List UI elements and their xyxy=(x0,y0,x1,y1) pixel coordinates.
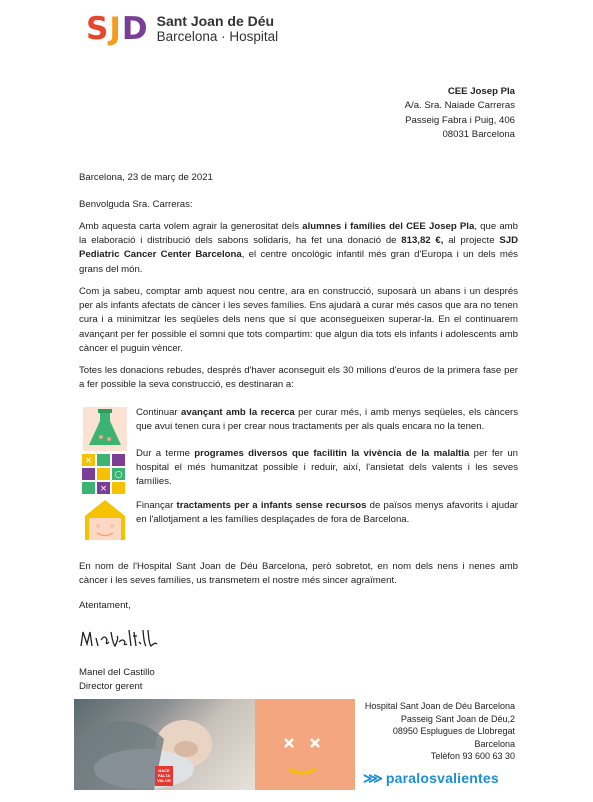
logo xyxy=(86,12,278,46)
logo-subtitle: Barcelona · Hospital xyxy=(156,29,279,44)
p1-text-3: al projecte xyxy=(443,235,500,247)
paragraph-3: Totes les donacions rebudes, després d'haver aconseguit els 30 milions d'euros de la primera fase per a fer possible la seva construcció, es destinaran a: xyxy=(79,365,518,391)
svg-text:×: × xyxy=(109,522,115,530)
hospital-city: Barcelona xyxy=(474,738,515,749)
face-icon xyxy=(255,699,355,790)
list-item xyxy=(136,499,518,527)
letter-greeting: Benvolguda Sra. Carreras: xyxy=(79,199,193,210)
item-1-text: Continuar xyxy=(136,407,182,418)
recipient-city: 08031 Barcelona xyxy=(442,129,515,141)
svg-text:×: × xyxy=(95,522,101,530)
recipient-attention: A/a. Sra. Naiade Carreras xyxy=(404,100,515,112)
recipient-street: Passeig Fabra i Puig, 406 xyxy=(405,114,515,126)
p1-text-4: , el centre oncològic infantil més gran d'Europa i un dels més grans del món. xyxy=(79,249,518,275)
item-3-text: Finançar xyxy=(136,500,177,511)
paragraph-4: En nom de l'Hospital Sant Joan de Déu Barcelona, però sobretot, en nom dels nens i nenes amb càncer i les seves famílies, us transmetem el nostre més sincer agraïment. xyxy=(79,561,518,587)
svg-text:×: × xyxy=(84,456,93,466)
p1-bold-amount: 813,82 €, xyxy=(401,235,444,247)
closing: Atentament, xyxy=(79,600,131,611)
item-2-text: Dur a terme xyxy=(136,448,195,459)
paragraph-2: Com ja sabeu, comptar amb aquest nou centre, ara en construcció, suposarà un abans i un després per als infants afectats de càncer i les seves famílies. Ens ajudarà a curar més casos que ara no tenen cura i a minimitzar les seqüeles dels nens que sí que aconsegueixen superar-la. En el continuarem avançant per fer possible el somni que tots compartim: que algun dia tots els infants i adolescents amb càncer el puguin vèncer. xyxy=(79,286,518,354)
logo-mark: SJD xyxy=(86,11,149,47)
hospital-address xyxy=(365,700,515,763)
tic-tac-toe-icon xyxy=(81,453,127,495)
hospital-street: Passeig Sant Joan de Déu,2 xyxy=(400,713,515,724)
p1-bold-1: alumnes i famílies del CEE Josep Pla xyxy=(302,221,475,232)
list-item xyxy=(136,447,518,490)
list-item xyxy=(136,406,518,434)
brand-paralosvalientes xyxy=(363,771,499,785)
arrows-icon: ⋙ xyxy=(363,770,383,786)
hospital-name: Hospital Sant Joan de Déu Barcelona xyxy=(364,701,515,711)
item-3-text-2: de països menys afavorits i ajudar en l'allotjament a les famílies desplaçades de fora de Barcelona. xyxy=(136,500,518,526)
p1-bold-project: SJD Pediatric Cancer Center Barcelona xyxy=(79,235,518,261)
svg-text:○: ○ xyxy=(114,470,123,480)
recipient-address xyxy=(405,85,515,143)
logo-text xyxy=(157,14,279,44)
item-2-bold: programes diversos que facilitin la vivència de la malaltia xyxy=(194,448,470,459)
item-1-text-2: per curar més, i amb menys seqüeles, els càncers que avui tenen cura i per crear nous tractaments per als quals encara no la tenen. xyxy=(136,407,519,433)
recipient-name: CEE Josep Pla xyxy=(447,86,515,97)
hospital-postcode: 08950 Esplugues de Llobregat xyxy=(392,726,515,736)
item-1-bold: avançant amb la recerca xyxy=(181,407,295,418)
item-2-text-2: per fer un hospital el més humanitzat possible i reduir, així, l'ansietat dels valents i les seves famílies. xyxy=(136,448,518,488)
letter-date: Barcelona, 23 de març de 2021 xyxy=(79,172,213,183)
hospital-phone: Telèfon 93 600 63 30 xyxy=(430,751,515,761)
signer-name: Manel del Castillo xyxy=(79,667,155,678)
signature xyxy=(79,624,161,652)
paragraph-1 xyxy=(79,220,518,277)
house-face-icon xyxy=(83,498,127,542)
p1-text-1: Amb aquesta carta volem agrair la generositat dels xyxy=(79,221,303,232)
brand-text: paralosvalientes xyxy=(385,770,499,786)
svg-text:×: × xyxy=(99,484,108,494)
flask-icon xyxy=(81,405,129,453)
badge-hace-falta-valor: HACE FALTA VALOR xyxy=(155,766,173,786)
item-3-bold: tractaments per a infants sense recursos xyxy=(176,500,367,511)
logo-title: Sant Joan de Déu xyxy=(156,13,275,29)
footer-face-panel xyxy=(255,699,355,790)
signer-title: Director gerent xyxy=(79,681,143,692)
p1-text-2: , que amb la elaboració i distribució dels sabons solidaris, ha fet una donació de xyxy=(79,221,518,247)
